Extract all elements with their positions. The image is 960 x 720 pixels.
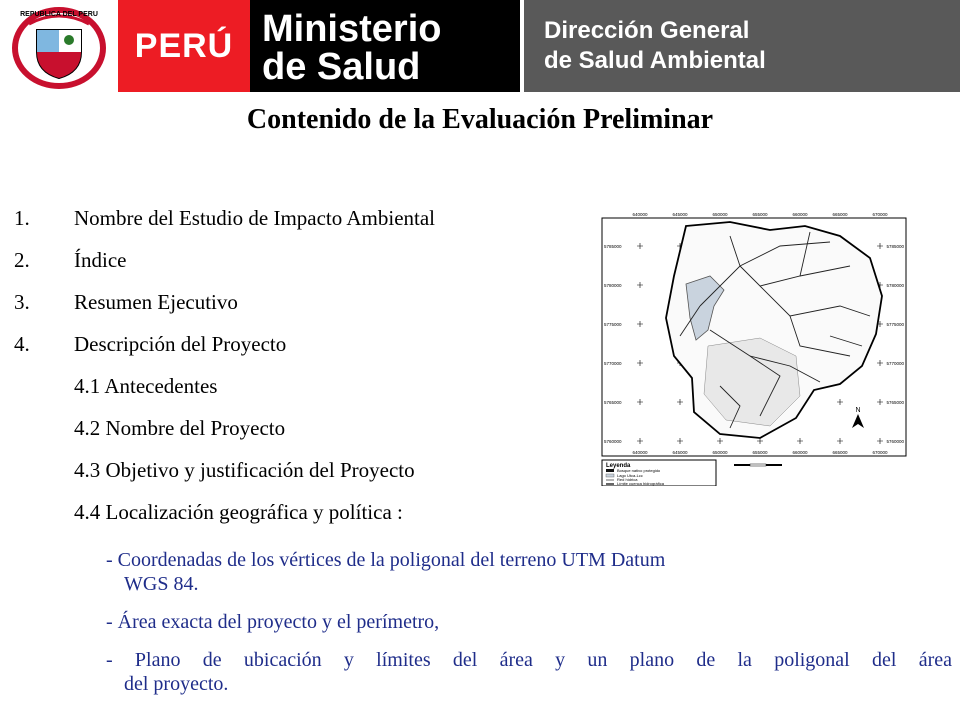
map-tick-label: 640000 (632, 212, 648, 217)
map-tick-label: 5760000 (886, 439, 904, 444)
header-banner (0, 0, 960, 92)
item-text: Descripción del Proyecto (74, 332, 287, 356)
legend-item: Lago Utca-Lcc (617, 473, 643, 478)
bullet-line: WGS 84. (124, 573, 199, 595)
coat-of-arms-logo (0, 0, 118, 92)
list-item (14, 326, 435, 368)
watershed-map (600, 206, 920, 486)
ministry-name (250, 0, 520, 92)
map-tick-label: 645000 (672, 212, 688, 217)
scale-bar (734, 464, 782, 466)
list-item (14, 242, 435, 284)
map-tick-label: 5785000 (886, 244, 904, 249)
ministry-line1: Ministerio (262, 8, 442, 50)
country-label: PERÚ (118, 0, 250, 92)
list-item (14, 200, 435, 242)
map-tick-label: 645000 (672, 450, 688, 455)
map-tick-label: 5760000 (604, 439, 622, 444)
map-tick-label: 670000 (872, 450, 888, 455)
directorate-line1: Dirección General (544, 17, 750, 44)
sub-item: 4.2 Nombre del Proyecto (74, 416, 286, 440)
map-tick-label: 670000 (872, 212, 888, 217)
sub-item: 4.3 Objetivo y justificación del Proyecto (74, 458, 415, 482)
map-tick-label: 655000 (752, 450, 768, 455)
map-tick-label: 5775000 (604, 322, 622, 327)
north-label: N (855, 407, 861, 414)
item-text: Nombre del Estudio de Impacto Ambiental (74, 206, 435, 230)
map-tick-label: 5780000 (886, 283, 904, 288)
map-tick-label: 5785000 (604, 244, 622, 249)
legend-item: Red hídrica (617, 477, 638, 482)
item-number: 3. (14, 290, 30, 314)
map-tick-label: 665000 (832, 450, 848, 455)
item-number: 1. (14, 206, 30, 230)
map-tick-label: 5770000 (886, 361, 904, 366)
legend-item: Límite cuenca hidrográfica (617, 481, 664, 486)
map-tick-label: 660000 (792, 212, 808, 217)
item-number: 4. (14, 332, 30, 356)
list-item (14, 284, 435, 326)
ministry-line2: de Salud (262, 46, 421, 88)
item-number: 2. (14, 248, 30, 272)
map-tick-label: 5775000 (886, 322, 904, 327)
sub-item: 4.4 Localización geográfica y política : (74, 500, 403, 524)
directorate-name (524, 0, 960, 92)
map-tick-label: 5765000 (604, 400, 622, 405)
sub-item: 4.1 Antecedentes (74, 374, 218, 398)
contents-list (14, 200, 435, 536)
bullet-line: del proyecto. (124, 673, 229, 695)
map-tick-label: 640000 (632, 450, 648, 455)
map-legend (602, 460, 716, 486)
bullet-line: - Área exacta del proyecto y el perímetro, (106, 611, 440, 633)
map-tick-label: 660000 (792, 450, 808, 455)
map-tick-label: 655000 (752, 212, 768, 217)
legend-item: Bosque nativo protegido (617, 468, 661, 473)
map-tick-label: 665000 (832, 212, 848, 217)
map-tick-label: 5770000 (604, 361, 622, 366)
legend-title: Leyenda (606, 463, 631, 469)
page-title: Contenido de la Evaluación Preliminar (246, 104, 714, 135)
map-top-ticks (632, 212, 888, 217)
item-text: Resumen Ejecutivo (74, 290, 238, 314)
map-tick-label: 5765000 (886, 400, 904, 405)
location-bullets (106, 548, 952, 696)
bullet-line: - Plano de ubicación y límites del área y un plano de la poligonal del área (106, 649, 952, 671)
item-text: Índice (74, 248, 127, 272)
map-tick-label: 5780000 (604, 283, 622, 288)
map-tick-label: 650000 (712, 450, 728, 455)
directorate-line2: de Salud Ambiental (544, 47, 766, 74)
shield-text: REPUBLICA DEL PERU (20, 11, 98, 18)
bullet-line: - Coordenadas de los vértices de la poligonal del terreno UTM Datum (106, 549, 666, 571)
map-tick-label: 650000 (712, 212, 728, 217)
